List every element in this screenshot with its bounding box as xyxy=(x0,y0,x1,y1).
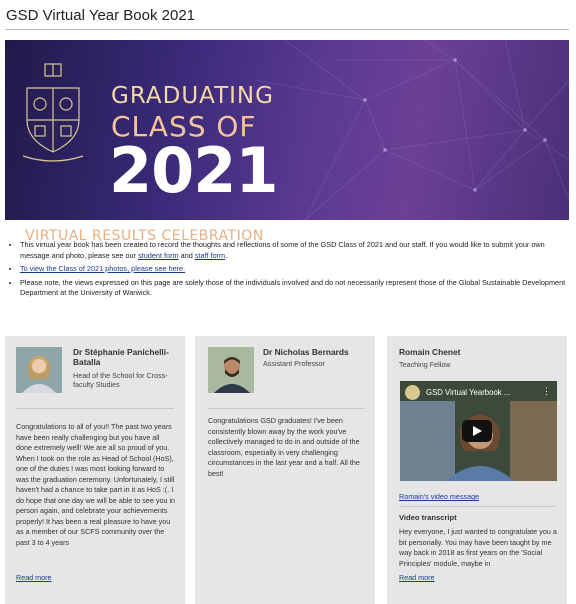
avatar xyxy=(16,347,62,393)
yearbook-card xyxy=(387,336,567,604)
card-message: Congratulations to all of you!! The past two years have been really challenging but you have all done extremely well! We are all so proud of you. When I took on the role as Head of School (HoS), one of the duties I was most looking forward to was the graduation ceremony. Unfortunately, I still haven't had a chance to take part in it as HoS :(. I do hope that one day we will be able to see you in person again, and celebrate your achievements properly! It has been a real pleasure to have you as a member of our SCFS community over the past 3 to 4 years xyxy=(16,422,176,547)
class-photos-link[interactable]: To view the Class of 2021 photos, please see here. xyxy=(20,264,186,273)
yearbook-card xyxy=(195,336,375,604)
card-divider xyxy=(16,408,174,409)
network-pattern xyxy=(5,40,569,220)
banner-subtitle: VIRTUAL RESULTS CELEBRATION xyxy=(25,228,264,244)
title-divider xyxy=(5,29,569,30)
intro-item: • Please note, the views expressed on this page are solely those of the individuals involved and do not necessarily represent those of the Global Sustainable Development Department at the University of Warwick. xyxy=(20,278,576,299)
read-more-link[interactable]: Read more xyxy=(16,573,52,582)
transcript-text: Hey everyone, I just wanted to congratulate you a bit personally. You may have been taught by me way back in 2018 as first years on the 'Social Principles' module, maybe in xyxy=(399,527,557,568)
transcript-heading: Video transcript xyxy=(399,513,457,522)
avatar xyxy=(208,347,254,393)
card-role: Head of the School for Cross-faculty Studies xyxy=(73,371,168,389)
intro-list xyxy=(8,240,576,302)
page-title: GSD Virtual Year Book 2021 xyxy=(6,7,196,24)
card-divider xyxy=(399,506,556,507)
card-name: Dr Stéphanie Panichelli-Batalla xyxy=(73,347,169,367)
more-options-icon[interactable]: ⋮ xyxy=(542,386,551,396)
card-name: Romain Chenet xyxy=(399,347,461,357)
staff-form-link[interactable]: staff form xyxy=(194,250,226,260)
channel-logo-icon xyxy=(405,385,420,400)
banner-class-of: CLASS OF xyxy=(111,110,257,143)
yearbook-card xyxy=(5,336,185,604)
card-divider xyxy=(208,408,365,409)
banner-image xyxy=(5,40,569,244)
banner-year: 2021 xyxy=(109,134,278,207)
play-button[interactable] xyxy=(462,420,492,442)
card-role: Teaching Fellow xyxy=(399,360,451,369)
intro-item: • This virtual year book has been created to record the thoughts and reflections of some of the GSD Class of 2021 and our staff. If you would like to submit your own message and photo, please see our student form and staff form. xyxy=(20,240,576,261)
video-embed[interactable] xyxy=(400,381,557,481)
card-message: Congratulations GSD graduates! I've been consistently blown away by the work you've collectively managed to do in and outside of the classroom, especially in very challenging circumstances in the last year and a half. All the best! xyxy=(208,416,360,478)
video-message-link[interactable]: Romain's video message xyxy=(399,492,480,501)
university-crest-icon xyxy=(21,58,85,168)
video-title: GSD Virtual Yearbook ... xyxy=(426,388,511,397)
banner-graduating: GRADUATING xyxy=(111,83,274,109)
intro-item xyxy=(20,264,576,275)
read-more-link[interactable]: Read more xyxy=(399,573,435,582)
student-form-link[interactable]: student form xyxy=(138,250,179,260)
card-role: Assistant Professor xyxy=(263,359,325,368)
card-name: Dr Nicholas Bernards xyxy=(263,347,349,357)
